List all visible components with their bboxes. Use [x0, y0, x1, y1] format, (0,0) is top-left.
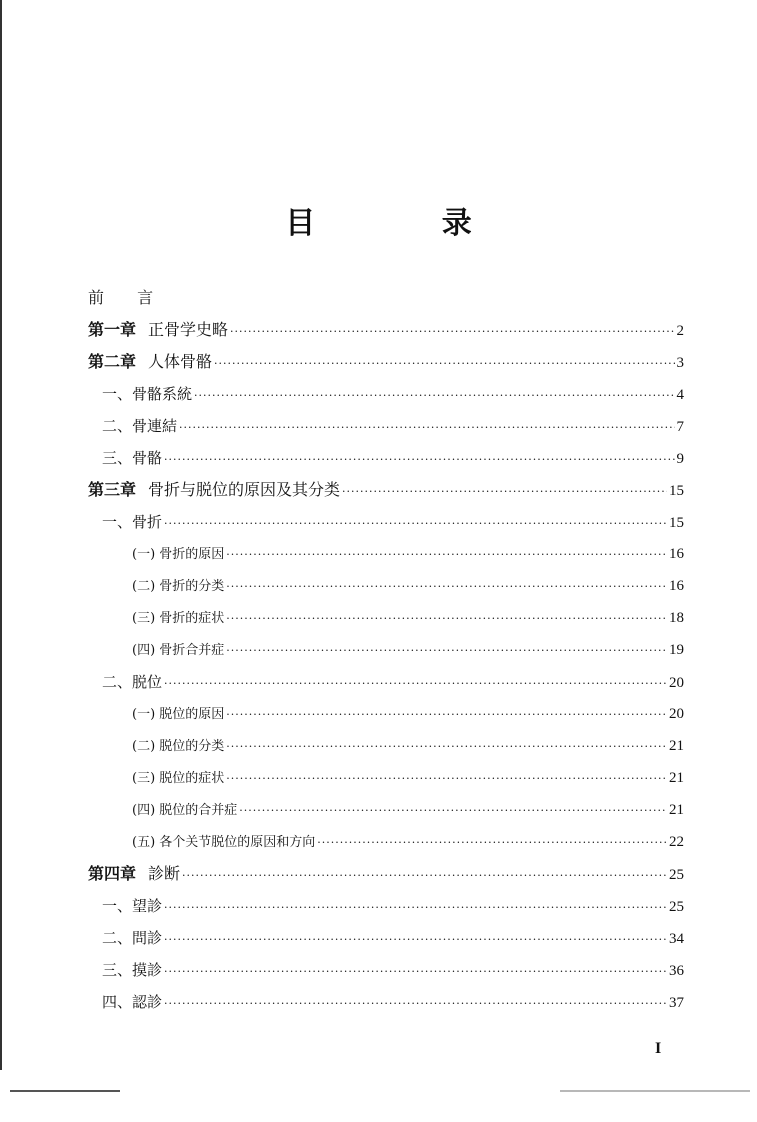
- entry-page-number: 19: [669, 642, 684, 658]
- table-of-contents: [88, 282, 684, 1018]
- toc-entry[interactable]: [88, 634, 684, 666]
- entry-title: 二、脱位: [102, 673, 163, 691]
- entry-title: (二) 骨折的分类: [132, 579, 225, 594]
- toc-entry-label: [102, 410, 177, 442]
- toc-entry-label: [132, 539, 224, 571]
- dot-leader: [164, 924, 667, 956]
- toc-entry[interactable]: [88, 826, 684, 858]
- entry-page-number: 22: [669, 834, 684, 850]
- entry-page-number: 21: [669, 770, 684, 786]
- dot-leader: [164, 508, 667, 540]
- preface-label: 前 言: [88, 288, 168, 307]
- toc-entry-label: [88, 474, 340, 506]
- dot-leader: [164, 668, 667, 700]
- entry-title: (四) 脱位的合并症: [132, 803, 238, 818]
- toc-entry-label: [132, 731, 224, 763]
- chapter-number: 第三章: [88, 480, 137, 499]
- toc-entry[interactable]: [88, 666, 684, 698]
- toc-entry[interactable]: [88, 378, 684, 410]
- entry-page-number: 15: [669, 515, 684, 531]
- scan-edge: [0, 0, 2, 1070]
- entry-title: (一) 脱位的原因: [132, 707, 225, 722]
- toc-entry[interactable]: [88, 474, 684, 506]
- entry-title: 二、問診: [102, 929, 163, 947]
- entry-title: 四、認診: [102, 993, 163, 1011]
- entry-page-number: 25: [669, 899, 684, 915]
- entry-page-number: 2: [676, 323, 684, 339]
- toc-entry-label: [102, 506, 162, 538]
- dot-leader: [226, 699, 667, 731]
- toc-entry[interactable]: [88, 570, 684, 602]
- entry-title: 一、骨骼系統: [102, 385, 193, 403]
- toc-entry[interactable]: [88, 954, 684, 986]
- toc-entry-label: [132, 795, 237, 827]
- toc-entry[interactable]: [88, 410, 684, 442]
- toc-entry[interactable]: [88, 346, 684, 378]
- toc-entry[interactable]: [88, 602, 684, 634]
- toc-entry[interactable]: [88, 538, 684, 570]
- toc-entry-label: [88, 314, 228, 346]
- dot-leader: [226, 603, 667, 635]
- chapter-number: 第一章: [88, 320, 137, 339]
- dot-leader: [226, 571, 667, 603]
- dot-leader: [226, 731, 667, 763]
- entry-title: (三) 骨折的症状: [132, 611, 225, 626]
- entry-title: 診断: [148, 864, 181, 883]
- dot-leader: [214, 348, 674, 380]
- scan-artifact: [560, 1090, 750, 1092]
- toc-entry-label: [102, 922, 162, 954]
- toc-entry[interactable]: [88, 698, 684, 730]
- entry-page-number: 15: [669, 483, 684, 499]
- entry-page-number: 20: [669, 675, 684, 691]
- entry-page-number: 16: [669, 578, 684, 594]
- entry-title: 二、骨連結: [102, 417, 178, 435]
- page-number: I: [655, 1040, 662, 1057]
- chapter-number: 第二章: [88, 352, 137, 371]
- entry-page-number: 21: [669, 738, 684, 754]
- dot-leader: [226, 763, 667, 795]
- toc-entry[interactable]: [88, 730, 684, 762]
- toc-entry[interactable]: [88, 890, 684, 922]
- toc-entry-label: [132, 699, 224, 731]
- entry-title: (三) 脱位的症状: [132, 771, 225, 786]
- toc-entry[interactable]: [88, 314, 684, 346]
- entry-page-number: 4: [676, 387, 684, 403]
- toc-entry-label: [132, 763, 224, 795]
- toc-entry[interactable]: [88, 442, 684, 474]
- toc-entry-label: [132, 827, 315, 859]
- entry-page-number: 18: [669, 610, 684, 626]
- entry-title: 人体骨骼: [148, 352, 213, 371]
- dot-leader: [164, 892, 667, 924]
- entry-title: (四) 骨折合并症: [132, 643, 225, 658]
- entry-page-number: 16: [669, 546, 684, 562]
- page-title: 目 录: [285, 206, 530, 241]
- entry-title: (一) 骨折的原因: [132, 547, 225, 562]
- dot-leader: [239, 795, 667, 827]
- toc-entry-label: [102, 986, 162, 1018]
- entry-page-number: 21: [669, 802, 684, 818]
- entry-page-number: 37: [669, 995, 684, 1011]
- dot-leader: [317, 827, 667, 859]
- entry-page-number: 20: [669, 706, 684, 722]
- toc-entry-label: [88, 858, 180, 890]
- toc-entry-label: [132, 603, 224, 635]
- dot-leader: [164, 988, 667, 1020]
- toc-entry[interactable]: [88, 986, 684, 1018]
- toc-entry-label: [102, 442, 162, 474]
- entry-title: 三、摸診: [102, 961, 163, 979]
- dot-leader: [164, 956, 667, 988]
- toc-entry-label: [132, 635, 224, 667]
- scan-artifact: [10, 1090, 120, 1092]
- toc-entry-label: [102, 378, 192, 410]
- entry-title: 骨折与脱位的原因及其分类: [148, 480, 341, 499]
- dot-leader: [182, 860, 667, 892]
- entry-page-number: 36: [669, 963, 684, 979]
- toc-entry-label: [102, 954, 162, 986]
- chapter-number: 第四章: [88, 864, 137, 883]
- dot-leader: [164, 444, 674, 476]
- toc-entry-label: [102, 666, 162, 698]
- entry-title: 一、望診: [102, 897, 163, 915]
- entry-title: 三、骨骼: [102, 449, 163, 467]
- dot-leader: [342, 476, 667, 508]
- toc-entry-preface[interactable]: [88, 282, 684, 314]
- toc-entry-label: [132, 571, 224, 603]
- toc-entry-label: [88, 346, 212, 378]
- entry-page-number: 34: [669, 931, 684, 947]
- entry-page-number: 25: [669, 867, 684, 883]
- toc-entry[interactable]: [88, 922, 684, 954]
- toc-entry[interactable]: [88, 858, 684, 890]
- dot-leader: [230, 316, 674, 348]
- toc-entry[interactable]: [88, 762, 684, 794]
- entry-page-number: 3: [676, 355, 684, 371]
- dot-leader: [194, 380, 674, 412]
- dot-leader: [226, 635, 667, 667]
- entry-page-number: 9: [676, 451, 684, 467]
- entry-title: 一、骨折: [102, 513, 163, 531]
- dot-leader: [179, 412, 674, 444]
- entry-page-number: 7: [676, 419, 684, 435]
- toc-entry[interactable]: [88, 794, 684, 826]
- toc-entry-label: [102, 890, 162, 922]
- entry-title: (五) 各个关节脱位的原因和方向: [132, 835, 316, 850]
- toc-entry[interactable]: [88, 506, 684, 538]
- dot-leader: [226, 539, 667, 571]
- entry-title: (二) 脱位的分类: [132, 739, 225, 754]
- entry-title: 正骨学史略: [148, 320, 229, 339]
